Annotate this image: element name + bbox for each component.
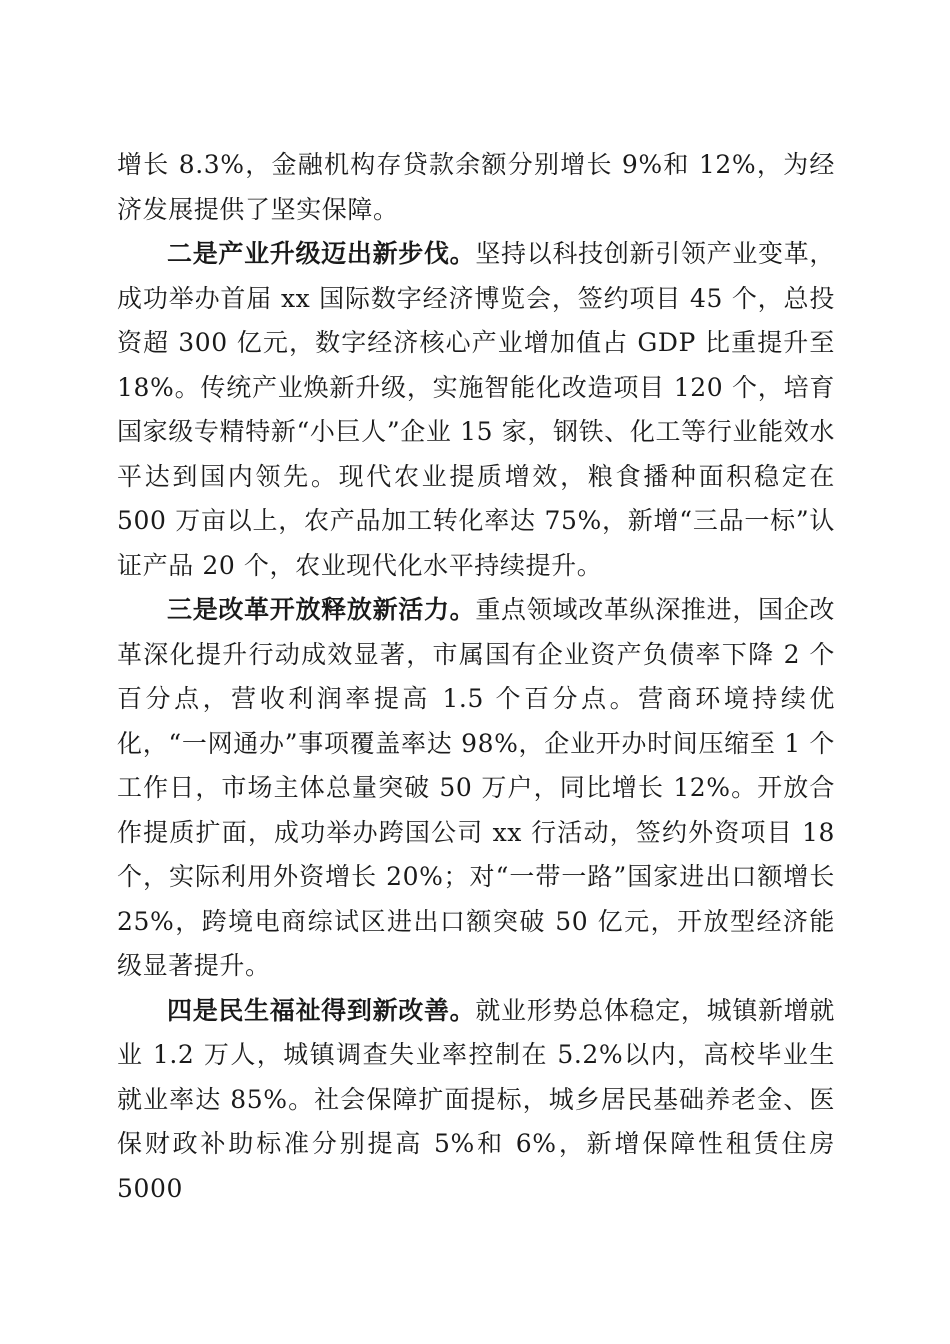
document-body bbox=[117, 143, 835, 1211]
paragraph-lead: 四是民生福祉得到新改善。 bbox=[167, 995, 476, 1025]
paragraph-text: 坚持以科技创新引领产业变革，成功举办首届 xx 国际数字经济博览会，签约项目 45 个，总投资超 300 亿元，数字经济核心产业增加值占 GDP 比重提升至 18%。传统产业焕新升级，实施智能化改造项目 120 个，培育国家级专精特新“小巨人”企业 15 家，钢铁、化工等行业能效水平达到国内领先。现代农业提质增效，粮食播种面积稳定在 500 万亩以上，农产品加工转化率达 75%，新增“三品一标”认证产品 20 个，农业现代化水平持续提升。 bbox=[117, 239, 836, 580]
paragraph-text: 就业形势总体稳定，城镇新增就业 1.2 万人，城镇调查失业率控制在 5.2%以内，高校毕业生就业率达 85%。社会保障扩面提标，城乡居民基础养老金、医保财政补助标准分别提高 5%和 6%，新增保障性租赁住房 5000 bbox=[117, 995, 836, 1203]
paragraph-livelihood bbox=[117, 989, 835, 1212]
paragraph-lead: 三是改革开放释放新活力。 bbox=[167, 595, 476, 624]
paragraph-text: 增长 8.3%，金融机构存贷款余额分别增长 9%和 12%，为经济发展提供了坚实保障。 bbox=[117, 150, 835, 224]
paragraph-industry-upgrade bbox=[117, 232, 835, 588]
paragraph-text: 重点领域改革纵深推进，国企改革深化提升行动成效显著，市属国有企业资产负债率下降 2 个百分点，营收利润率提高 1.5 个百分点。营商环境持续优化，“一网通办”事项覆盖率达 98%，企业开办时间压缩至 1 个工作日，市场主体总量突破 50 万户，同比增长 12%。开放合作提质扩面，成功举办跨国公司 xx 行活动，签约外资项目 18 个，实际利用外资增长 20%；对“一带一路”国家进出口额增长 25%，跨境电商综试区进出口额突破 50 亿元，开放型经济能级显著提升。 bbox=[117, 595, 836, 980]
paragraph-lead: 二是产业升级迈出新步伐。 bbox=[167, 239, 476, 268]
paragraph-reform-opening bbox=[117, 588, 835, 989]
paragraph-continued bbox=[117, 143, 835, 232]
